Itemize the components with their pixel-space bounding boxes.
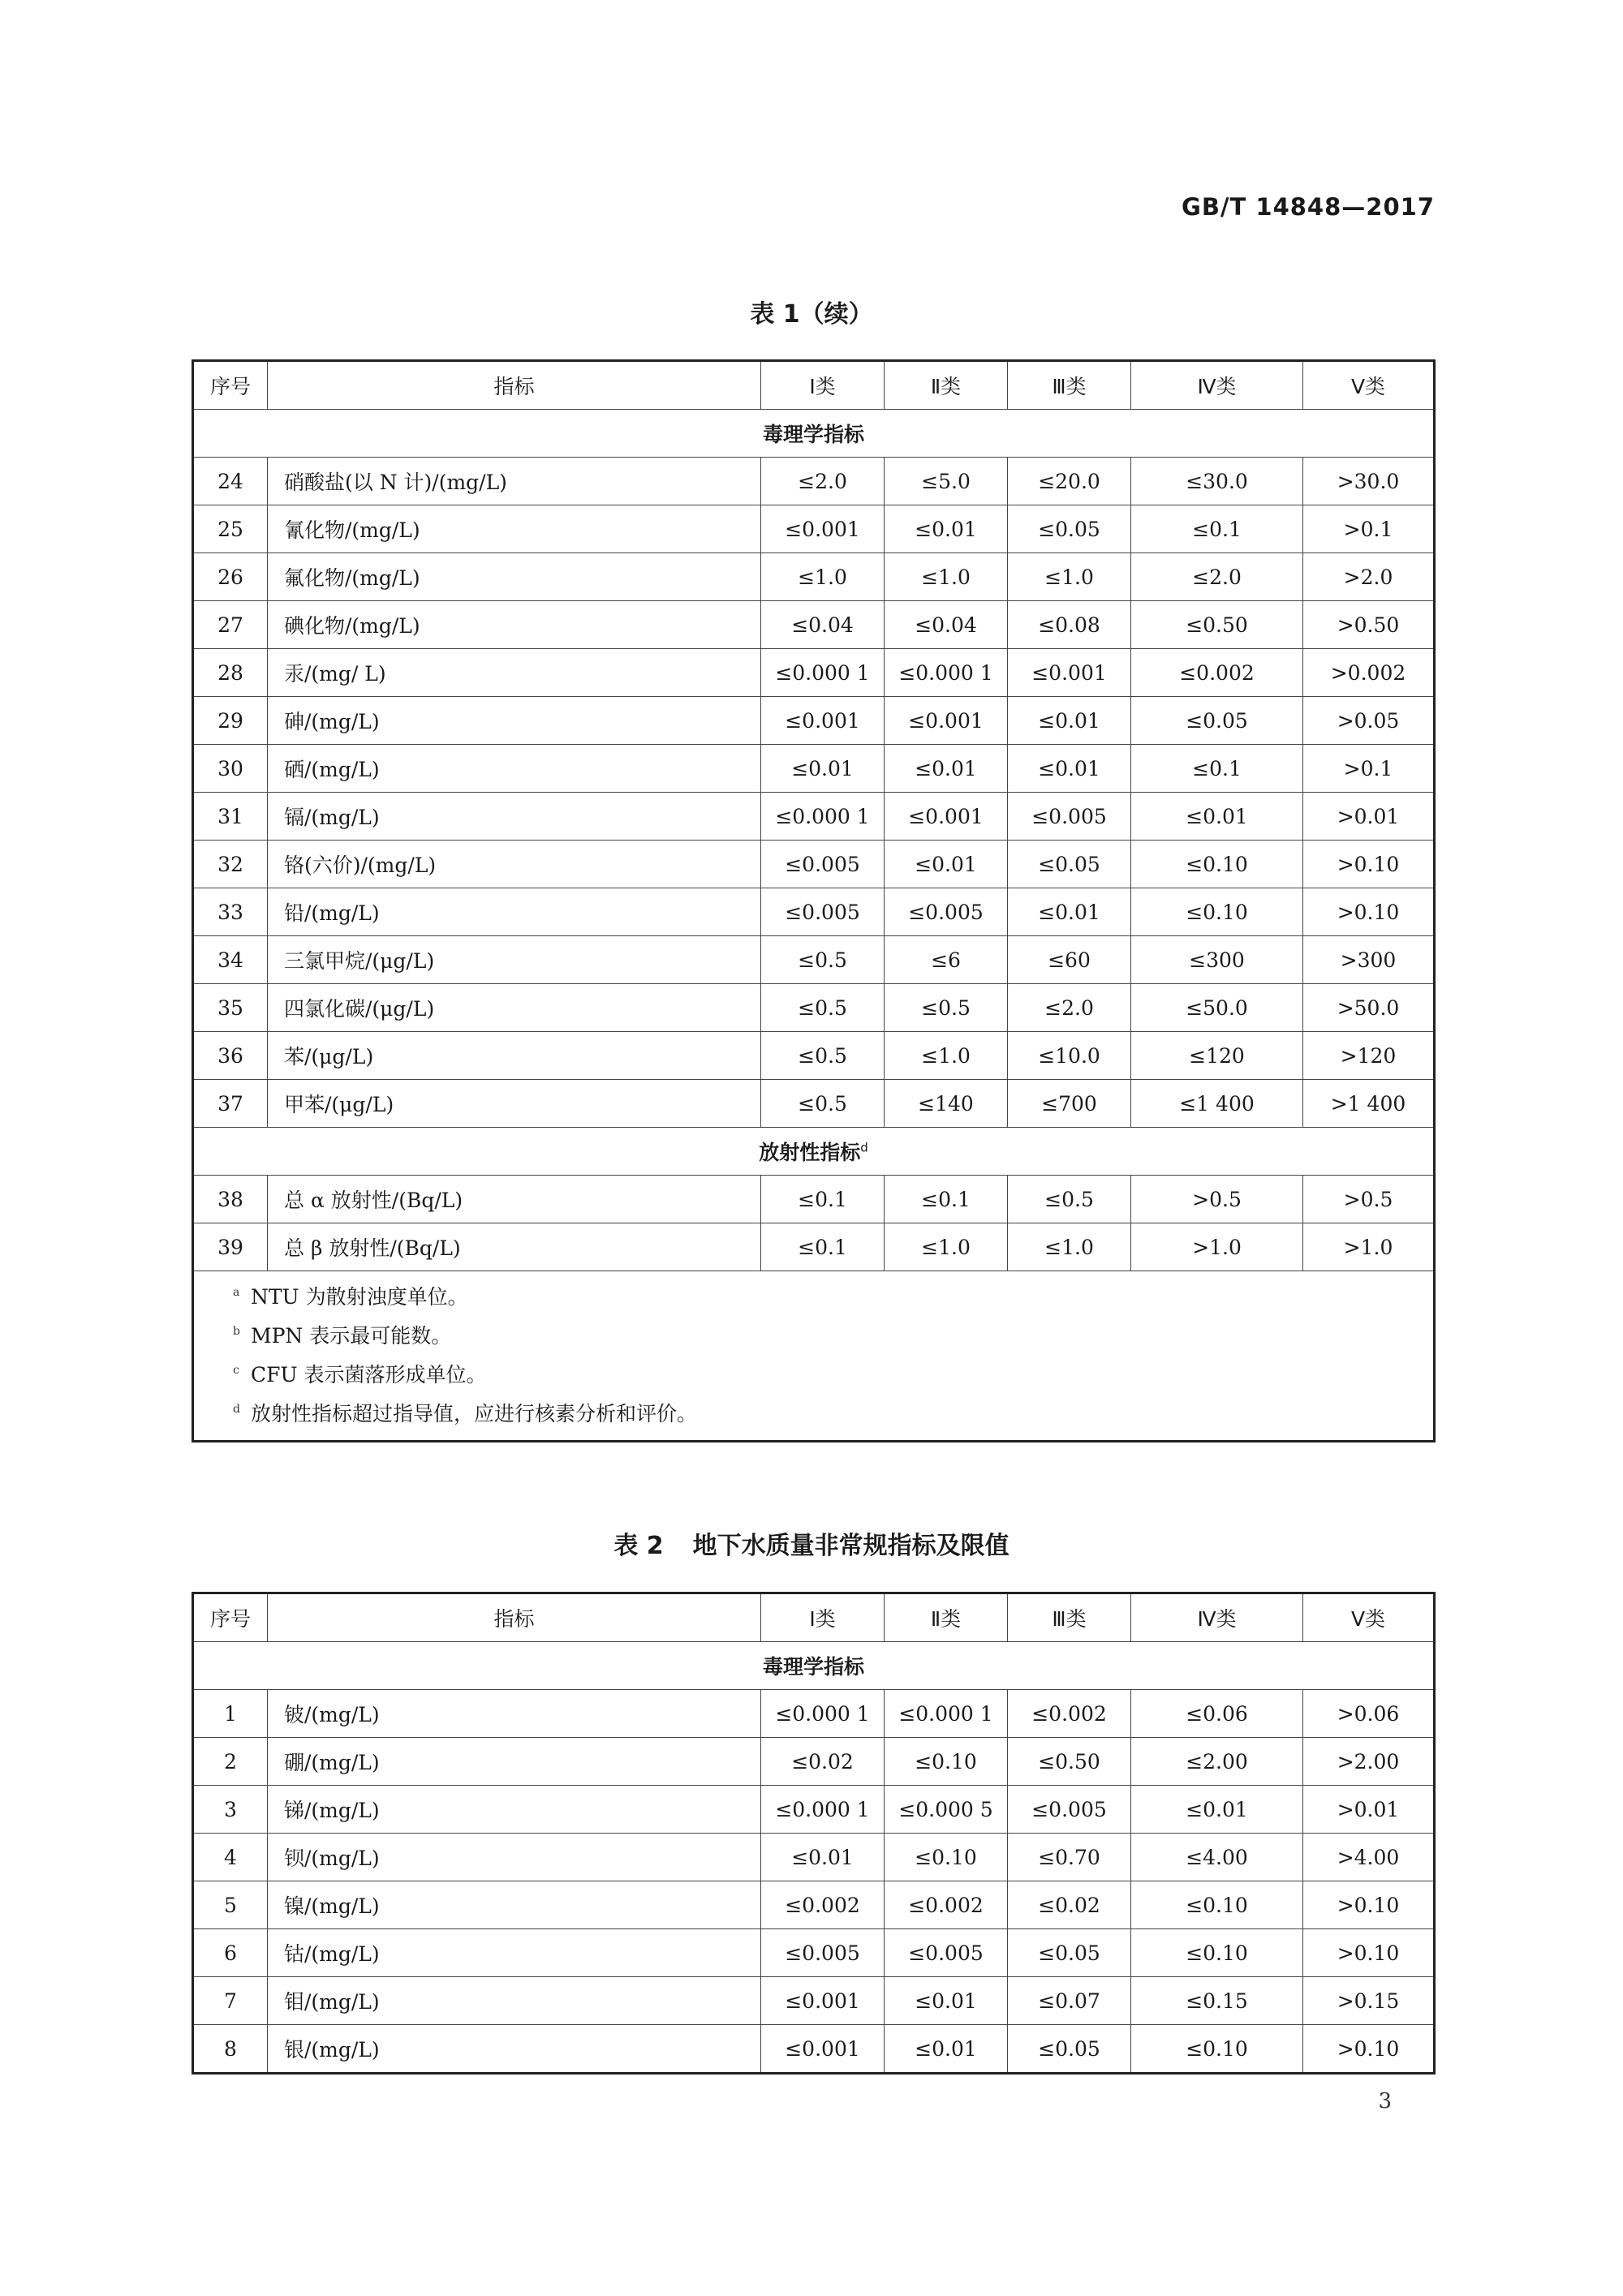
- cell-class-5: >0.05: [1303, 697, 1435, 745]
- cell-seq: 24: [193, 458, 268, 505]
- cell-class-3: ≤0.005: [1008, 793, 1131, 841]
- cell-class-3: ≤10.0: [1008, 1032, 1131, 1080]
- cell-class-2: ≤0.01: [885, 841, 1008, 888]
- header-class-1: Ⅰ类: [761, 361, 885, 410]
- cell-seq: 4: [193, 1834, 268, 1881]
- cell-class-2: ≤1.0: [885, 553, 1008, 601]
- table2-caption-number: 表 2: [613, 1532, 664, 1560]
- cell-class-1: ≤0.02: [761, 1738, 885, 1786]
- section-header-row: [193, 1128, 1435, 1176]
- cell-class-5: >0.10: [1303, 888, 1435, 936]
- table2-header-row: [193, 1593, 1435, 1642]
- table1: [192, 359, 1436, 1443]
- cell-class-5: >30.0: [1303, 458, 1435, 505]
- cell-class-1: ≤0.01: [761, 1834, 885, 1881]
- cell-indicator: 四氯化碳/(μg/L): [268, 984, 761, 1032]
- table-row: [193, 2025, 1435, 2074]
- cell-seq: 38: [193, 1176, 268, 1223]
- cell-class-5: >0.15: [1303, 1977, 1435, 2025]
- page-number: 3: [1378, 2089, 1392, 2113]
- cell-class-4: ≤0.01: [1131, 793, 1303, 841]
- table-row: [193, 505, 1435, 553]
- cell-indicator: 总 β 放射性/(Bq/L): [268, 1223, 761, 1271]
- table-row: [193, 936, 1435, 984]
- cell-seq: 37: [193, 1080, 268, 1128]
- cell-class-2: ≤0.002: [885, 1881, 1008, 1929]
- cell-class-3: ≤1.0: [1008, 553, 1131, 601]
- header-class-4: Ⅳ类: [1131, 1593, 1303, 1642]
- cell-class-5: >0.1: [1303, 745, 1435, 793]
- table-row: [193, 649, 1435, 697]
- cell-class-4: ≤0.15: [1131, 1977, 1303, 2025]
- cell-class-4: >1.0: [1131, 1223, 1303, 1271]
- cell-seq: 33: [193, 888, 268, 936]
- footnote-marker: d: [860, 1140, 868, 1155]
- cell-class-5: >0.10: [1303, 1881, 1435, 1929]
- table-row: [193, 1176, 1435, 1223]
- cell-class-4: ≤0.10: [1131, 888, 1303, 936]
- cell-class-3: ≤0.05: [1008, 1929, 1131, 1977]
- table-row: [193, 1080, 1435, 1128]
- cell-class-5: >0.10: [1303, 2025, 1435, 2074]
- cell-class-3: ≤0.005: [1008, 1786, 1131, 1834]
- cell-class-4: ≤0.10: [1131, 2025, 1303, 2074]
- cell-class-1: ≤0.5: [761, 1080, 885, 1128]
- cell-class-1: ≤0.001: [761, 697, 885, 745]
- cell-indicator: 三氯甲烷/(μg/L): [268, 936, 761, 984]
- cell-indicator: 镍/(mg/L): [268, 1881, 761, 1929]
- cell-class-4: ≤0.50: [1131, 601, 1303, 649]
- table-row: [193, 553, 1435, 601]
- cell-seq: 31: [193, 793, 268, 841]
- header-indicator: 指标: [268, 1593, 761, 1642]
- cell-class-4: ≤0.1: [1131, 745, 1303, 793]
- cell-indicator: 钴/(mg/L): [268, 1929, 761, 1977]
- cell-indicator: 硝酸盐(以 N 计)/(mg/L): [268, 458, 761, 505]
- cell-class-1: ≤2.0: [761, 458, 885, 505]
- cell-class-5: >4.00: [1303, 1834, 1435, 1881]
- cell-class-2: ≤140: [885, 1080, 1008, 1128]
- cell-class-2: ≤1.0: [885, 1032, 1008, 1080]
- cell-class-1: ≤0.001: [761, 2025, 885, 2074]
- cell-class-3: ≤0.01: [1008, 745, 1131, 793]
- cell-class-1: ≤0.001: [761, 505, 885, 553]
- cell-class-3: ≤0.5: [1008, 1176, 1131, 1223]
- cell-class-2: ≤0.005: [885, 888, 1008, 936]
- cell-class-1: ≤0.5: [761, 984, 885, 1032]
- cell-class-4: >0.5: [1131, 1176, 1303, 1223]
- cell-indicator: 砷/(mg/L): [268, 697, 761, 745]
- cell-seq: 6: [193, 1929, 268, 1977]
- cell-seq: 36: [193, 1032, 268, 1080]
- cell-class-3: ≤0.50: [1008, 1738, 1131, 1786]
- cell-class-4: ≤0.05: [1131, 697, 1303, 745]
- table2-caption-title: 地下水质量非常规指标及限值: [692, 1532, 1010, 1560]
- cell-class-4: ≤300: [1131, 936, 1303, 984]
- cell-indicator: 铅/(mg/L): [268, 888, 761, 936]
- cell-class-2: ≤0.01: [885, 745, 1008, 793]
- header-indicator: 指标: [268, 361, 761, 410]
- table-row: [193, 1929, 1435, 1977]
- cell-class-5: >0.002: [1303, 649, 1435, 697]
- cell-class-4: ≤30.0: [1131, 458, 1303, 505]
- table-row: [193, 888, 1435, 936]
- cell-class-5: >1 400: [1303, 1080, 1435, 1128]
- header-class-2: Ⅱ类: [885, 361, 1008, 410]
- cell-class-4: ≤2.00: [1131, 1738, 1303, 1786]
- cell-class-2: ≤0.1: [885, 1176, 1008, 1223]
- cell-class-4: ≤0.01: [1131, 1786, 1303, 1834]
- table-row: [193, 745, 1435, 793]
- cell-class-2: ≤0.01: [885, 1977, 1008, 2025]
- cell-class-3: ≤0.07: [1008, 1977, 1131, 2025]
- cell-class-4: ≤0.06: [1131, 1690, 1303, 1738]
- cell-class-3: ≤0.08: [1008, 601, 1131, 649]
- table1-caption: 表 1（续）: [750, 300, 873, 329]
- cell-class-1: ≤0.1: [761, 1223, 885, 1271]
- cell-class-3: ≤0.05: [1008, 2025, 1131, 2074]
- cell-seq: 34: [193, 936, 268, 984]
- cell-class-5: >120: [1303, 1032, 1435, 1080]
- table-row: [193, 1690, 1435, 1738]
- header-seq: 序号: [193, 1593, 268, 1642]
- cell-class-5: >2.00: [1303, 1738, 1435, 1786]
- section-header-row: [193, 410, 1435, 458]
- cell-class-5: >0.06: [1303, 1690, 1435, 1738]
- cell-class-5: >0.50: [1303, 601, 1435, 649]
- cell-seq: 29: [193, 697, 268, 745]
- cell-class-3: ≤0.01: [1008, 888, 1131, 936]
- table-row: [193, 458, 1435, 505]
- cell-class-2: ≤0.5: [885, 984, 1008, 1032]
- cell-class-3: ≤700: [1008, 1080, 1131, 1128]
- cell-class-1: ≤0.01: [761, 745, 885, 793]
- table-row: [193, 1881, 1435, 1929]
- cell-class-2: ≤0.000 1: [885, 649, 1008, 697]
- table-row: [193, 601, 1435, 649]
- cell-class-2: ≤0.10: [885, 1738, 1008, 1786]
- cell-class-1: ≤0.001: [761, 1977, 885, 2025]
- header-class-3: Ⅲ类: [1008, 361, 1131, 410]
- cell-class-2: ≤5.0: [885, 458, 1008, 505]
- cell-class-1: ≤0.000 1: [761, 1786, 885, 1834]
- cell-class-5: >300: [1303, 936, 1435, 984]
- cell-class-3: ≤2.0: [1008, 984, 1131, 1032]
- cell-class-2: ≤0.005: [885, 1929, 1008, 1977]
- cell-class-3: ≤0.001: [1008, 649, 1131, 697]
- cell-class-2: ≤0.01: [885, 505, 1008, 553]
- cell-seq: 8: [193, 2025, 268, 2074]
- cell-class-3: ≤0.02: [1008, 1881, 1131, 1929]
- cell-class-4: ≤0.10: [1131, 1881, 1303, 1929]
- table2-caption: [0, 1525, 1623, 1561]
- cell-seq: 35: [193, 984, 268, 1032]
- table-row: [193, 841, 1435, 888]
- cell-class-2: ≤0.000 5: [885, 1786, 1008, 1834]
- table-row: [193, 1223, 1435, 1271]
- cell-indicator: 硒/(mg/L): [268, 745, 761, 793]
- cell-class-1: ≤0.000 1: [761, 649, 885, 697]
- cell-class-3: ≤0.05: [1008, 841, 1131, 888]
- cell-class-1: ≤0.005: [761, 1929, 885, 1977]
- cell-class-5: >0.10: [1303, 1929, 1435, 1977]
- cell-class-5: >0.01: [1303, 1786, 1435, 1834]
- cell-indicator: 甲苯/(μg/L): [268, 1080, 761, 1128]
- cell-seq: 5: [193, 1881, 268, 1929]
- cell-indicator: 碘化物/(mg/L): [268, 601, 761, 649]
- header-seq: 序号: [193, 361, 268, 410]
- cell-class-4: ≤0.002: [1131, 649, 1303, 697]
- cell-class-5: >1.0: [1303, 1223, 1435, 1271]
- cell-class-2: ≤0.001: [885, 697, 1008, 745]
- cell-class-3: ≤0.002: [1008, 1690, 1131, 1738]
- standard-code: GB/T 14848—2017: [1182, 193, 1435, 221]
- cell-class-3: ≤1.0: [1008, 1223, 1131, 1271]
- cell-indicator: 钼/(mg/L): [268, 1977, 761, 2025]
- cell-class-2: ≤0.000 1: [885, 1690, 1008, 1738]
- cell-class-2: ≤1.0: [885, 1223, 1008, 1271]
- cell-seq: 28: [193, 649, 268, 697]
- cell-seq: 30: [193, 745, 268, 793]
- cell-class-5: >0.5: [1303, 1176, 1435, 1223]
- cell-indicator: 镉/(mg/L): [268, 793, 761, 841]
- cell-indicator: 硼/(mg/L): [268, 1738, 761, 1786]
- cell-class-2: ≤6: [885, 936, 1008, 984]
- cell-class-4: ≤0.1: [1131, 505, 1303, 553]
- cell-class-1: ≤0.005: [761, 841, 885, 888]
- table2: [192, 1592, 1436, 2075]
- cell-class-3: ≤60: [1008, 936, 1131, 984]
- cell-indicator: 钡/(mg/L): [268, 1834, 761, 1881]
- footnote: d 放射性指标超过指导值，应进行核素分析和评价。: [233, 1402, 698, 1425]
- footnote: a NTU 为散射浊度单位。: [233, 1285, 468, 1309]
- table-row: [193, 1977, 1435, 2025]
- header-class-5: Ⅴ类: [1303, 1593, 1435, 1642]
- cell-class-1: ≤0.1: [761, 1176, 885, 1223]
- table-row: [193, 1834, 1435, 1881]
- section-title: 放射性指标$^d$: [193, 1128, 1435, 1176]
- cell-class-4: ≤120: [1131, 1032, 1303, 1080]
- table-row: [193, 697, 1435, 745]
- cell-class-5: >2.0: [1303, 553, 1435, 601]
- cell-indicator: 锑/(mg/L): [268, 1786, 761, 1834]
- cell-seq: 32: [193, 841, 268, 888]
- cell-class-3: ≤0.70: [1008, 1834, 1131, 1881]
- cell-class-2: ≤0.001: [885, 793, 1008, 841]
- cell-class-3: ≤0.05: [1008, 505, 1131, 553]
- cell-class-1: ≤0.04: [761, 601, 885, 649]
- header-class-3: Ⅲ类: [1008, 1593, 1131, 1642]
- cell-seq: 25: [193, 505, 268, 553]
- section-title: 毒理学指标: [193, 410, 1435, 458]
- table-footnotes: [193, 1271, 1435, 1442]
- cell-class-1: ≤0.005: [761, 888, 885, 936]
- cell-class-3: ≤20.0: [1008, 458, 1131, 505]
- cell-class-4: ≤2.0: [1131, 553, 1303, 601]
- cell-class-2: ≤0.04: [885, 601, 1008, 649]
- cell-indicator: 铬(六价)/(mg/L): [268, 841, 761, 888]
- cell-seq: 26: [193, 553, 268, 601]
- footnote: c CFU 表示菌落形成单位。: [233, 1363, 487, 1387]
- cell-class-5: >0.1: [1303, 505, 1435, 553]
- table-row: [193, 1786, 1435, 1834]
- cell-class-1: ≤0.5: [761, 1032, 885, 1080]
- cell-class-1: ≤0.002: [761, 1881, 885, 1929]
- cell-class-4: ≤0.10: [1131, 1929, 1303, 1977]
- cell-seq: 27: [193, 601, 268, 649]
- cell-seq: 7: [193, 1977, 268, 2025]
- cell-class-2: ≤0.01: [885, 2025, 1008, 2074]
- table1-notes-row: [193, 1271, 1435, 1442]
- header-class-1: Ⅰ类: [761, 1593, 885, 1642]
- cell-indicator: 银/(mg/L): [268, 2025, 761, 2074]
- cell-class-1: ≤1.0: [761, 553, 885, 601]
- table-row: [193, 984, 1435, 1032]
- table-row: [193, 793, 1435, 841]
- cell-seq: 2: [193, 1738, 268, 1786]
- cell-indicator: 氟化物/(mg/L): [268, 553, 761, 601]
- cell-class-1: ≤0.5: [761, 936, 885, 984]
- cell-class-4: ≤0.10: [1131, 841, 1303, 888]
- section-header-row: [193, 1642, 1435, 1690]
- cell-class-5: >0.01: [1303, 793, 1435, 841]
- cell-class-3: ≤0.01: [1008, 697, 1131, 745]
- table-row: [193, 1738, 1435, 1786]
- cell-indicator: 汞/(mg/ L): [268, 649, 761, 697]
- cell-class-4: ≤50.0: [1131, 984, 1303, 1032]
- table1-header-row: [193, 361, 1435, 410]
- cell-class-4: ≤4.00: [1131, 1834, 1303, 1881]
- cell-indicator: 铍/(mg/L): [268, 1690, 761, 1738]
- cell-indicator: 苯/(μg/L): [268, 1032, 761, 1080]
- header-class-4: Ⅳ类: [1131, 361, 1303, 410]
- cell-class-4: ≤1 400: [1131, 1080, 1303, 1128]
- footnote: b MPN 表示最可能数。: [233, 1324, 452, 1348]
- cell-indicator: 总 α 放射性/(Bq/L): [268, 1176, 761, 1223]
- cell-class-5: >0.10: [1303, 841, 1435, 888]
- cell-seq: 39: [193, 1223, 268, 1271]
- cell-class-5: >50.0: [1303, 984, 1435, 1032]
- cell-class-1: ≤0.000 1: [761, 1690, 885, 1738]
- header-class-5: Ⅴ类: [1303, 361, 1435, 410]
- cell-seq: 1: [193, 1690, 268, 1738]
- cell-class-2: ≤0.10: [885, 1834, 1008, 1881]
- section-title: 毒理学指标: [193, 1642, 1435, 1690]
- cell-indicator: 氰化物/(mg/L): [268, 505, 761, 553]
- header-class-2: Ⅱ类: [885, 1593, 1008, 1642]
- table-row: [193, 1032, 1435, 1080]
- cell-class-1: ≤0.000 1: [761, 793, 885, 841]
- cell-seq: 3: [193, 1786, 268, 1834]
